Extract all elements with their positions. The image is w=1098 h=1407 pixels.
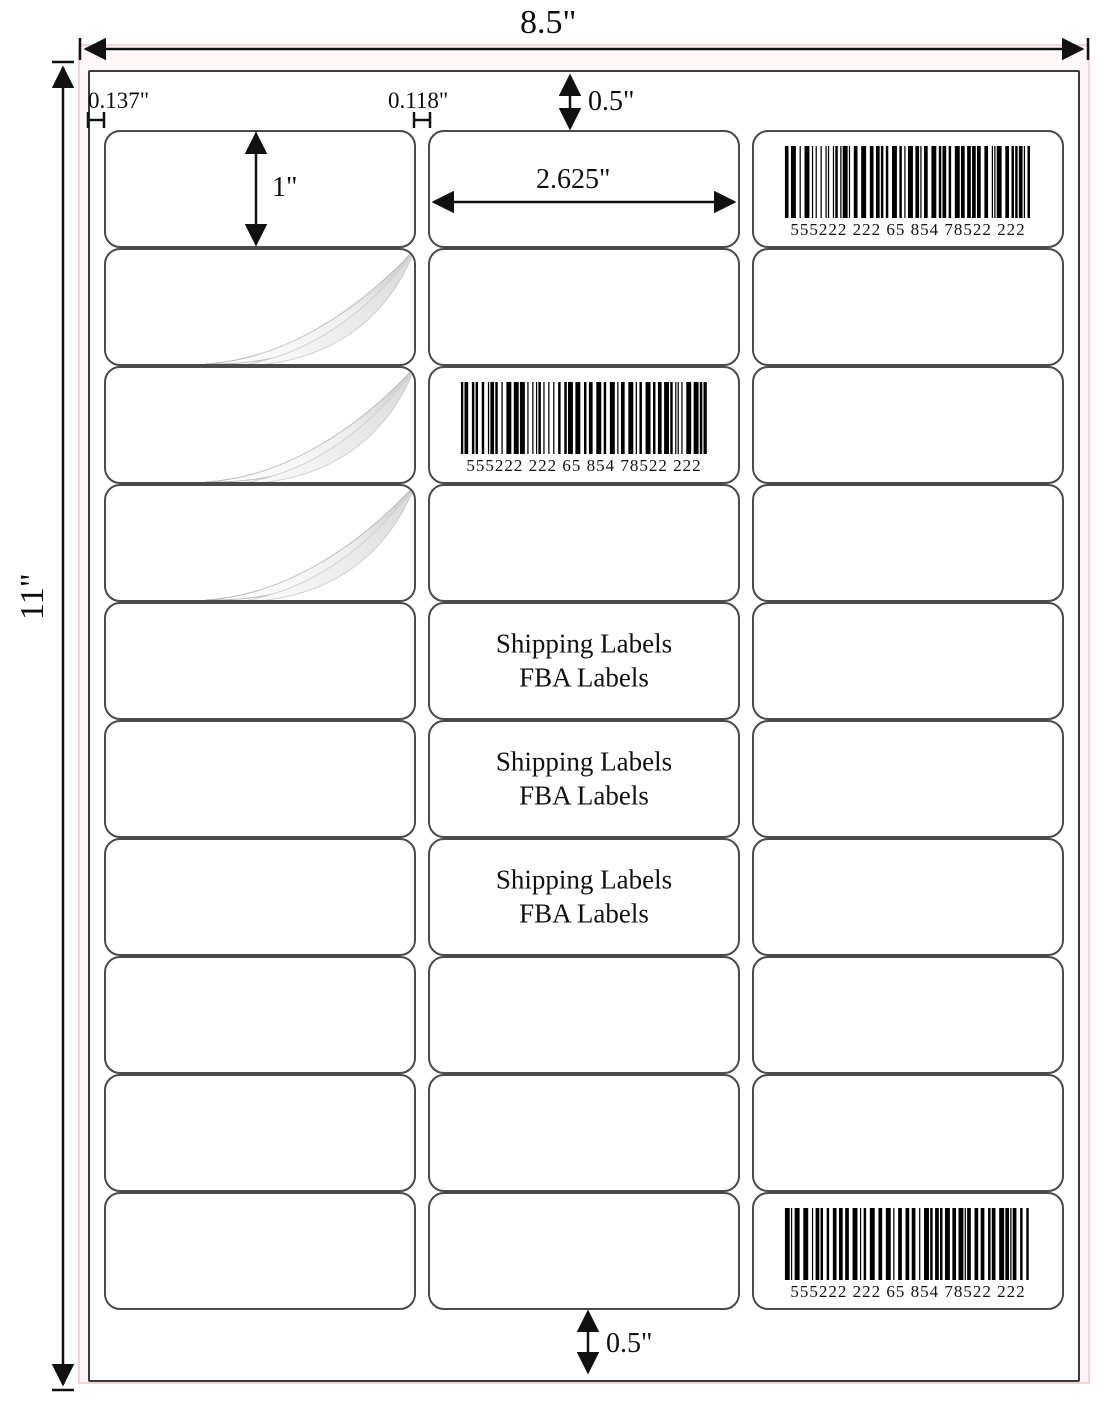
label-grid — [104, 130, 1064, 1310]
label-cell — [104, 130, 416, 248]
label-cell — [752, 602, 1064, 720]
label-cell — [752, 1074, 1064, 1192]
label-cell — [428, 956, 740, 1074]
dimension-sheet-width: 8.5" — [520, 4, 577, 41]
label-text-line-2: FBA Labels — [519, 662, 649, 692]
dimension-label-width: 2.625" — [536, 164, 611, 195]
label-cell — [428, 1192, 740, 1310]
label-text-line-1: Shipping Labels — [495, 628, 673, 659]
dimension-top-margin: 0.5" — [588, 86, 635, 117]
dimension-left-margin: 0.137" — [88, 88, 150, 113]
barcode-number: 555222 222 65 854 78522 222 — [790, 220, 1026, 239]
label-cell — [428, 484, 740, 602]
barcode-bars — [785, 1208, 1031, 1280]
label-cell — [752, 484, 1064, 602]
barcode-bars — [461, 382, 707, 454]
barcode-number: 555222 222 65 854 78522 222 — [790, 1282, 1026, 1301]
label-cell — [752, 956, 1064, 1074]
barcode — [461, 382, 707, 476]
label-cell — [104, 720, 416, 838]
barcode — [785, 146, 1031, 240]
dimension-label-height: 1" — [272, 172, 298, 203]
label-text — [430, 863, 738, 931]
label-text — [430, 627, 738, 695]
label-cell — [104, 484, 416, 602]
barcode — [785, 1208, 1031, 1302]
label-cell — [104, 1192, 416, 1310]
label-cell — [428, 366, 740, 484]
label-cell — [104, 1074, 416, 1192]
label-text-line-1: Shipping Labels — [495, 864, 673, 895]
label-cell — [104, 956, 416, 1074]
label-text — [430, 745, 738, 813]
label-cell — [752, 366, 1064, 484]
label-cell — [752, 1192, 1064, 1310]
dimension-sheet-height: 11" — [14, 573, 51, 620]
label-cell — [752, 720, 1064, 838]
label-cell — [752, 248, 1064, 366]
label-cell — [104, 366, 416, 484]
barcode-bars — [785, 146, 1031, 218]
label-cell — [428, 1074, 740, 1192]
label-cell — [104, 602, 416, 720]
barcode-number: 555222 222 65 854 78522 222 — [466, 456, 702, 475]
label-cell — [428, 720, 740, 838]
label-text-line-2: FBA Labels — [519, 898, 649, 928]
label-cell — [752, 130, 1064, 248]
label-cell — [104, 248, 416, 366]
label-cell — [428, 838, 740, 956]
label-cell — [428, 602, 740, 720]
dimension-gutter: 0.118" — [388, 88, 449, 113]
label-cell — [428, 248, 740, 366]
label-text-line-2: FBA Labels — [519, 780, 649, 810]
label-cell — [752, 838, 1064, 956]
dimension-bottom-margin: 0.5" — [606, 1328, 653, 1359]
label-cell — [104, 838, 416, 956]
label-text-line-1: Shipping Labels — [495, 746, 673, 777]
